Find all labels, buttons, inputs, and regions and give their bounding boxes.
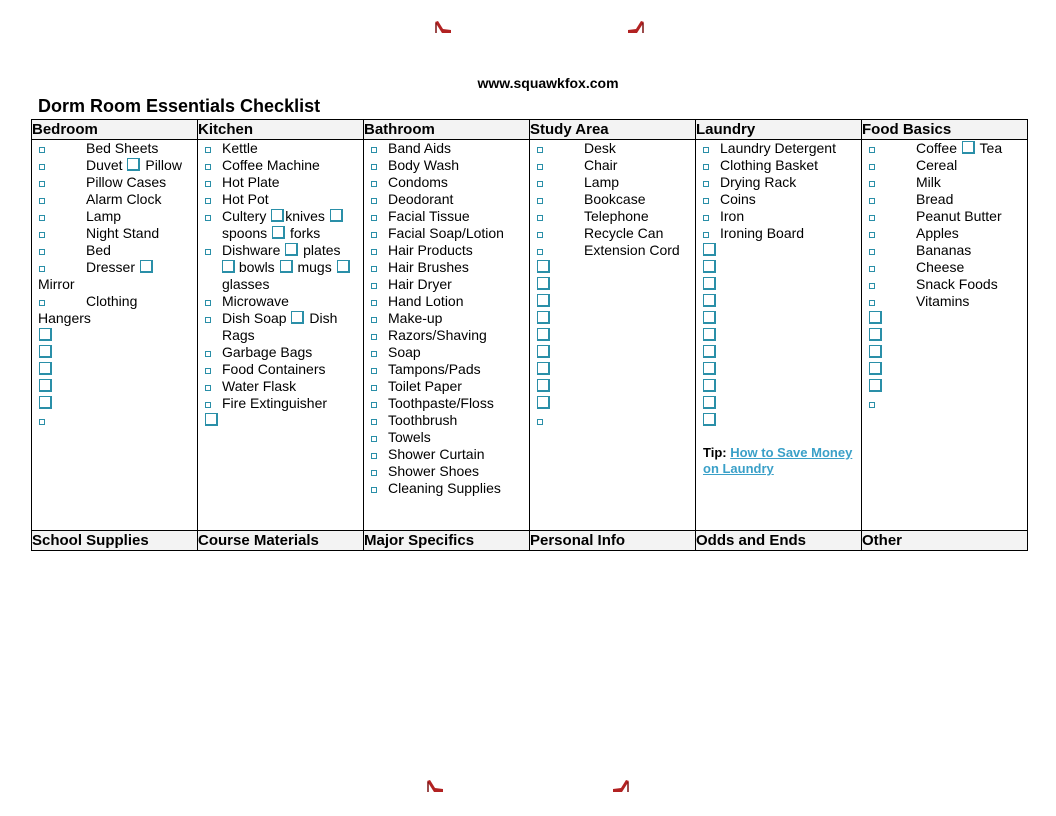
checkbox-icon[interactable] [205, 413, 218, 426]
list-item: Fire Extinguisher [222, 395, 328, 411]
checkbox-icon[interactable] [869, 402, 875, 408]
checkbox-icon[interactable] [869, 232, 875, 238]
checkbox-icon[interactable] [869, 283, 875, 289]
checkbox-icon[interactable] [371, 283, 377, 289]
checkbox-icon[interactable] [703, 294, 716, 307]
checkbox-icon[interactable] [39, 266, 45, 272]
checkbox-icon[interactable] [371, 164, 377, 170]
checkbox-icon[interactable] [39, 300, 45, 306]
checkbox-icon[interactable] [330, 209, 343, 222]
checkbox-icon[interactable] [537, 232, 543, 238]
list-item: Make-up [388, 310, 443, 326]
checkbox-icon[interactable] [205, 300, 211, 306]
checkbox-icon[interactable] [205, 181, 211, 187]
checkbox-icon[interactable] [869, 198, 875, 204]
list-item: Clothing Basket [720, 157, 819, 173]
checkbox-icon[interactable] [537, 345, 550, 358]
checkbox-icon[interactable] [222, 260, 235, 273]
list-item: Facial Tissue [388, 208, 470, 224]
checkbox-icon[interactable] [205, 198, 211, 204]
list-item: Facial Soap/Lotion [388, 225, 504, 241]
column-kitchen [198, 140, 364, 531]
checkbox-icon[interactable] [703, 243, 716, 256]
list-item: glasses [222, 276, 270, 292]
checkbox-icon[interactable] [39, 232, 45, 238]
list-item: Hand Lotion [388, 293, 464, 309]
checkbox-icon[interactable] [537, 328, 550, 341]
list-item: knives [285, 208, 325, 224]
checklist-table [31, 119, 1028, 551]
checkbox-icon[interactable] [703, 396, 716, 409]
checkbox-icon[interactable] [205, 368, 211, 374]
checkbox-icon[interactable] [703, 413, 716, 426]
checkbox-icon[interactable] [39, 215, 45, 221]
checkbox-icon[interactable] [703, 362, 716, 375]
header-odds-and-ends: Odds and Ends [696, 531, 862, 551]
list-item: Dish [309, 310, 338, 326]
checkbox-icon[interactable] [537, 311, 550, 324]
checkbox-icon[interactable] [537, 164, 543, 170]
checkbox-icon[interactable] [537, 294, 550, 307]
list-item: Drying Rack [720, 174, 797, 190]
checkbox-icon[interactable] [272, 226, 285, 239]
list-item: Garbage Bags [222, 344, 313, 360]
list-item: Iron [720, 208, 745, 224]
list-item: Body Wash [388, 157, 460, 173]
column-study-area [530, 140, 696, 531]
checkbox-icon[interactable] [869, 328, 882, 341]
list-item: Bread [916, 191, 954, 207]
red-high-heel-icon [426, 779, 444, 793]
checkbox-icon[interactable] [371, 215, 377, 221]
checkbox-icon[interactable] [39, 396, 52, 409]
list-item: Toilet Paper [388, 378, 462, 394]
checkbox-icon[interactable] [271, 209, 284, 222]
list-item: Rags [222, 327, 255, 343]
tip-label: Tip: [703, 445, 727, 460]
checkbox-icon[interactable] [371, 419, 377, 425]
header-major-specifics: Major Specifics [364, 531, 530, 551]
checkbox-icon[interactable] [371, 385, 377, 391]
checkbox-icon[interactable] [869, 249, 875, 255]
checkbox-icon[interactable] [371, 402, 377, 408]
list-item: Pillow Cases [86, 174, 167, 190]
checkbox-icon[interactable] [371, 368, 377, 374]
checkbox-icon[interactable] [703, 181, 709, 187]
list-item: mugs [297, 259, 332, 275]
checkbox-icon[interactable] [39, 345, 52, 358]
checkbox-icon[interactable] [285, 243, 298, 256]
tip [696, 445, 861, 477]
checkbox-icon[interactable] [537, 147, 543, 153]
red-high-heel-icon [627, 20, 645, 34]
checkbox-icon[interactable] [962, 141, 975, 154]
checkbox-icon[interactable] [537, 396, 550, 409]
list-item: Cheese [916, 259, 965, 275]
list-item: Telephone [584, 208, 649, 224]
list-item: Night Stand [86, 225, 160, 241]
checkbox-icon[interactable] [371, 232, 377, 238]
list-item: Toothpaste/Floss [388, 395, 494, 411]
checkbox-icon[interactable] [371, 249, 377, 255]
column-laundry [696, 140, 862, 531]
checkbox-icon[interactable] [703, 277, 716, 290]
checkbox-icon[interactable] [869, 379, 882, 392]
checkbox-icon[interactable] [703, 147, 709, 153]
checkbox-icon[interactable] [869, 362, 882, 375]
checkbox-icon[interactable] [205, 164, 211, 170]
checkbox-icon[interactable] [371, 181, 377, 187]
header-food-basics: Food Basics [862, 120, 1028, 140]
checkbox-icon[interactable] [371, 487, 377, 493]
list-item: bowls [238, 259, 275, 275]
checkbox-icon[interactable] [39, 164, 45, 170]
checkbox-icon[interactable] [703, 198, 709, 204]
checkbox-icon[interactable] [537, 277, 550, 290]
checkbox-icon[interactable] [703, 328, 716, 341]
checkbox-icon[interactable] [703, 232, 709, 238]
list-item: Dishware [222, 242, 281, 258]
list-item: Bed Sheets [86, 140, 159, 156]
checkbox-icon[interactable] [205, 351, 211, 357]
list-item: Mirror [38, 276, 75, 292]
list-item: Tea [979, 140, 1003, 156]
checkbox-icon[interactable] [39, 328, 52, 341]
checkbox-icon[interactable] [703, 379, 716, 392]
red-high-heel-icon [612, 779, 630, 793]
list-item: Ironing Board [720, 225, 805, 241]
column-bathroom [364, 140, 530, 531]
checkbox-icon[interactable] [869, 345, 882, 358]
list-item: Bookcase [584, 191, 646, 207]
checkbox-icon[interactable] [537, 249, 543, 255]
header-laundry: Laundry [696, 120, 862, 140]
list-item: Hair Dryer [388, 276, 452, 292]
checkbox-icon[interactable] [869, 311, 882, 324]
column-bedroom [32, 140, 198, 531]
checkbox-icon[interactable] [39, 147, 45, 153]
checkbox-icon[interactable] [39, 379, 52, 392]
list-item: Coffee [916, 140, 957, 156]
checkbox-icon[interactable] [703, 164, 709, 170]
checkbox-icon[interactable] [205, 147, 211, 153]
checkbox-icon[interactable] [537, 362, 550, 375]
checkbox-icon[interactable] [371, 147, 377, 153]
list-item: Hangers [38, 310, 91, 326]
header-school-supplies: School Supplies [32, 531, 198, 551]
list-item: Dish Soap [222, 310, 287, 326]
checkbox-icon[interactable] [205, 402, 211, 408]
checkbox-icon[interactable] [537, 260, 550, 273]
checkbox-icon[interactable] [280, 260, 293, 273]
list-item: plates [303, 242, 341, 258]
list-item: Deodorant [388, 191, 454, 207]
header-study-area: Study Area [530, 120, 696, 140]
checkbox-icon[interactable] [703, 345, 716, 358]
list-item: Towels [388, 429, 431, 445]
list-item: Snack Foods [916, 276, 998, 292]
checkbox-icon[interactable] [371, 300, 377, 306]
list-item: Hot Pot [222, 191, 269, 207]
checkbox-icon[interactable] [371, 436, 377, 442]
checkbox-icon[interactable] [703, 311, 716, 324]
list-item: Milk [916, 174, 941, 190]
checkbox-icon[interactable] [537, 215, 543, 221]
list-item: Coins [720, 191, 756, 207]
site-url: www.squawkfox.com [477, 75, 619, 91]
checkbox-icon[interactable] [291, 311, 304, 324]
list-item: Recycle Can [584, 225, 664, 241]
header-personal-info: Personal Info [530, 531, 696, 551]
checkbox-icon[interactable] [39, 419, 45, 425]
checkbox-icon[interactable] [205, 317, 211, 323]
checkbox-icon[interactable] [140, 260, 153, 273]
list-item: Laundry Detergent [720, 140, 836, 156]
checkbox-icon[interactable] [537, 181, 543, 187]
list-item: Lamp [584, 174, 620, 190]
list-item: Bed [86, 242, 111, 258]
checkbox-icon[interactable] [371, 351, 377, 357]
list-item: Lamp [86, 208, 122, 224]
list-item: Microwave [222, 293, 289, 309]
checkbox-icon[interactable] [337, 260, 350, 273]
checkbox-icon[interactable] [371, 266, 377, 272]
list-item: Dresser [86, 259, 136, 275]
checkbox-icon[interactable] [39, 181, 45, 187]
list-item: Water Flask [222, 378, 297, 394]
list-item: Cereal [916, 157, 958, 173]
list-item: Vitamins [916, 293, 970, 309]
list-item: Hair Brushes [388, 259, 469, 275]
page-title: Dorm Room Essentials Checklist [38, 96, 321, 116]
list-item: Condoms [388, 174, 448, 190]
column-food-basics [862, 140, 1028, 531]
checkbox-icon[interactable] [869, 147, 875, 153]
list-item: Peanut Butter [916, 208, 1002, 224]
list-item: Chair [584, 157, 618, 173]
list-item: Shower Curtain [388, 446, 485, 462]
checkbox-icon[interactable] [869, 215, 875, 221]
checkbox-icon[interactable] [371, 334, 377, 340]
list-item: Hot Plate [222, 174, 280, 190]
header-other: Other [862, 531, 1028, 551]
list-item: Cultery [222, 208, 267, 224]
list-item: Food Containers [222, 361, 326, 377]
tip-link[interactable]: How to Save Money on Laundry [703, 445, 853, 476]
list-item: Razors/Shaving [388, 327, 487, 343]
list-item: Kettle [222, 140, 258, 156]
list-item: Duvet [86, 157, 123, 173]
checkbox-icon[interactable] [39, 198, 45, 204]
checkbox-icon[interactable] [371, 453, 377, 459]
header-bathroom: Bathroom [364, 120, 530, 140]
header-kitchen: Kitchen [198, 120, 364, 140]
list-item: Tampons/Pads [388, 361, 481, 377]
checkbox-icon[interactable] [205, 215, 211, 221]
list-item: Band Aids [388, 140, 452, 156]
checkbox-icon[interactable] [537, 419, 543, 425]
list-item: Toothbrush [388, 412, 458, 428]
checkbox-icon[interactable] [39, 249, 45, 255]
checkbox-icon[interactable] [39, 362, 52, 375]
checkbox-icon[interactable] [127, 158, 140, 171]
list-item: Cleaning Supplies [388, 480, 501, 496]
checkbox-icon[interactable] [205, 249, 211, 255]
checkbox-icon[interactable] [869, 266, 875, 272]
list-item: Soap [388, 344, 421, 360]
list-item: Extension Cord [584, 242, 680, 258]
list-item: spoons [222, 225, 268, 241]
list-item: Apples [916, 225, 959, 241]
checkbox-icon[interactable] [869, 164, 875, 170]
list-item: Shower Shoes [388, 463, 480, 479]
checkbox-icon[interactable] [371, 198, 377, 204]
header-bedroom: Bedroom [32, 120, 198, 140]
checkbox-icon[interactable] [703, 260, 716, 273]
list-item: Coffee Machine [222, 157, 320, 173]
list-item: Alarm Clock [86, 191, 162, 207]
list-item: forks [289, 225, 321, 241]
red-high-heel-icon [434, 20, 452, 34]
checkbox-icon[interactable] [869, 300, 875, 306]
list-item: Clothing [86, 293, 138, 309]
checkbox-icon[interactable] [205, 385, 211, 391]
checkbox-icon[interactable] [537, 379, 550, 392]
list-item: Bananas [916, 242, 972, 258]
list-item: Pillow [145, 157, 182, 173]
checkbox-icon[interactable] [703, 215, 709, 221]
checkbox-icon[interactable] [869, 181, 875, 187]
list-item: Hair Products [388, 242, 473, 258]
checkbox-icon[interactable] [371, 470, 377, 476]
list-item: Desk [584, 140, 616, 156]
checkbox-icon[interactable] [537, 198, 543, 204]
header-course-materials: Course Materials [198, 531, 364, 551]
checkbox-icon[interactable] [371, 317, 377, 323]
